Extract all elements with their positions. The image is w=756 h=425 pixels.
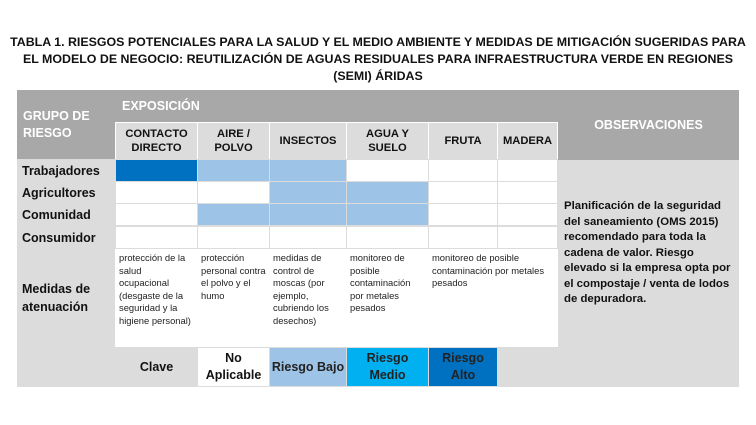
row-label-comunidad — [17, 204, 115, 225]
risk-cell-trabajadores-madera — [498, 160, 557, 181]
observations-text: Planificación de la seguridad del saneamiento (OMS 2015) recomendado para toda la cadena de valor. Riesgo elevado si la empresa opta por el compostaje / venta de lodos de depuradora. — [564, 199, 731, 306]
measure-aire: protección personal contra el polvo y el humo — [198, 250, 269, 346]
column-header-insectos: INSECTOS — [270, 123, 346, 159]
risk-cell-comunidad-fruta — [429, 204, 497, 225]
header-grupo-label: GRUPO DE RIESGO — [23, 109, 90, 140]
risk-cell-agricultores-madera — [498, 182, 557, 203]
row-label-agricultores — [17, 182, 115, 203]
risk-cell-comunidad-madera — [498, 204, 557, 225]
risk-cell-trabajadores-contacto-directo — [116, 160, 197, 181]
measures-label-cell — [17, 249, 115, 347]
observations-cell — [558, 160, 739, 347]
measure-contacto: protección de la salud ocupacional (desgaste de la seguridad y la higiene personal) — [116, 250, 197, 346]
risk-cell-agricultores-contacto-directo — [116, 182, 197, 203]
measure-fruta: monitoreo de posible contaminación por metales pesados — [429, 250, 557, 346]
risk-cell-consumidor-madera — [498, 227, 557, 248]
row-label-text: Trabajadores — [22, 163, 100, 178]
measure-insectos: medidas de control de moscas (por ejemplo, cubriendo los desechos) — [270, 250, 346, 346]
risk-cell-consumidor-contacto-directo — [116, 227, 197, 248]
row-label-trabajadores — [17, 160, 115, 181]
risk-cell-trabajadores-fruta — [429, 160, 497, 181]
risk-cell-consumidor-aire-polvo — [198, 227, 269, 248]
header-exposicion-label: EXPOSICIÓN — [122, 99, 200, 113]
risk-cell-consumidor-agua-y-suelo — [347, 227, 428, 248]
table-title: TABLA 1. RIESGOS POTENCIALES PARA LA SALUD Y EL MEDIO AMBIENTE Y MEDIDAS DE MITIGACIÓN SUGERIDAS PARA EL MODELO DE NEGOCIO: REUTILIZACIÓN DE AGUAS RESIDUALES PARA INFRAESTRUCTURA VERDE EN REGIONES (SEMI) ÁRIDAS — [10, 35, 746, 83]
column-header-agua-y-suelo: AGUA Y SUELO — [347, 123, 428, 159]
risk-cell-comunidad-agua-y-suelo — [347, 204, 428, 225]
column-header-fruta: FRUTA — [429, 123, 497, 159]
key-riesgo-alto: Riesgo Alto — [429, 348, 497, 386]
risk-cell-trabajadores-insectos — [270, 160, 346, 181]
row-label-text: Comunidad — [22, 207, 91, 222]
row-label-text: Consumidor — [22, 230, 96, 245]
risk-cell-agricultores-aire-polvo — [198, 182, 269, 203]
key-no-aplicable: No Aplicable — [198, 348, 269, 386]
column-header-aire-polvo: AIRE / POLVO — [198, 123, 269, 159]
risk-cell-trabajadores-agua-y-suelo — [347, 160, 428, 181]
risk-cell-agricultores-fruta — [429, 182, 497, 203]
risk-cell-comunidad-contacto-directo — [116, 204, 197, 225]
risk-cell-consumidor-fruta — [429, 227, 497, 248]
risk-cell-trabajadores-aire-polvo — [198, 160, 269, 181]
risk-cell-consumidor-insectos — [270, 227, 346, 248]
key-riesgo-bajo: Riesgo Bajo — [270, 348, 346, 386]
risk-cell-comunidad-aire-polvo — [198, 204, 269, 225]
row-label-consumidor — [17, 227, 115, 248]
column-header-madera: MADERA — [498, 123, 557, 159]
column-header-contacto-directo: CONTACTO DIRECTO — [116, 123, 197, 159]
measure-agua: monitoreo de posible contaminación por metales pesados — [347, 250, 428, 346]
measures-label: Medidas de atenuación — [22, 282, 91, 314]
risk-cell-comunidad-insectos — [270, 204, 346, 225]
key-riesgo-medio: Riesgo Medio — [347, 348, 428, 386]
risk-cell-agricultores-agua-y-suelo — [347, 182, 428, 203]
row-label-text: Agricultores — [22, 185, 96, 200]
key-label: Clave — [139, 359, 174, 374]
risk-cell-agricultores-insectos — [270, 182, 346, 203]
header-observaciones-label: OBSERVACIONES — [594, 118, 703, 132]
